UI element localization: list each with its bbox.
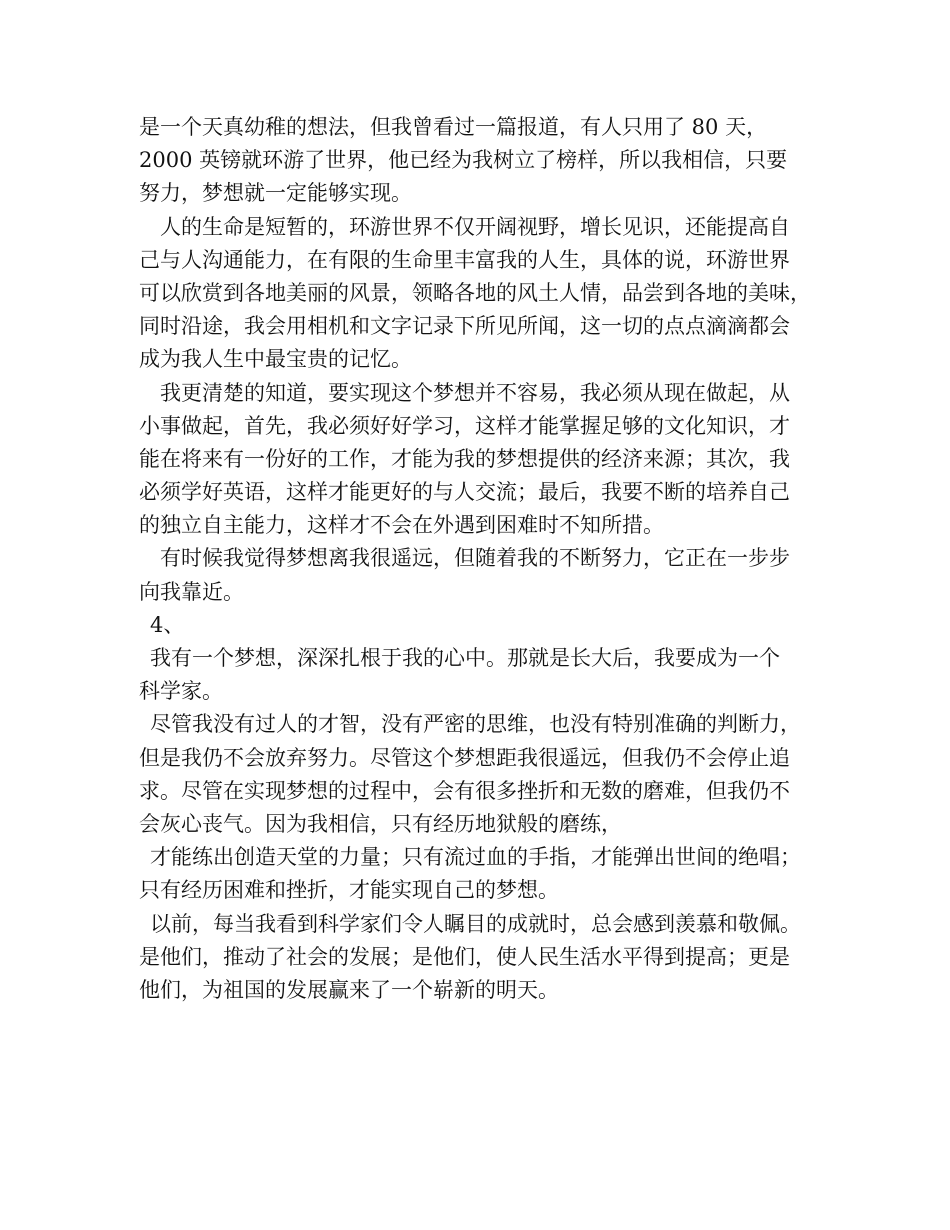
text-line: 只有经历困难和挫折，才能实现自己的梦想。 [139,878,559,903]
text-line: 是他们，推动了社会的发展；是他们，使人民生活水平得到提高；更是 [139,944,790,969]
text-line: 才能练出创造天堂的力量；只有流过血的手指，才能弹出世间的绝唱； [150,845,801,870]
text-line: 2000 英镑就环游了世界，他已经为我树立了榜样，所以我相信，只要 [139,148,788,173]
text-line: 4、 [150,612,185,637]
text-line: 求。尽管在实现梦想的过程中，会有很多挫折和无数的磨难，但我仍不 [139,778,790,803]
text-line: 尽管我没有过人的才智，没有严密的思维，也没有特别准确的判断力， [150,712,801,737]
document-body [139,111,839,1007]
text-line: 我更清楚的知道，要实现这个梦想并不容易，我必须从现在做起，从 [160,380,790,405]
text-line: 能在将来有一份好的工作，才能为我的梦想提供的经济来源；其次，我 [139,446,790,471]
text-line: 以前，每当我看到科学家们令人瞩目的成就时，总会感到羡慕和敬佩。 [150,911,801,936]
text-line: 成为我人生中最宝贵的记忆。 [139,347,412,372]
text-line: 但是我仍不会放弃努力。尽管这个梦想距我很遥远，但我仍不会停止追 [139,745,790,770]
text-line: 可以欣赏到各地美丽的风景，领略各地的风土人情，品尝到各地的美味， [139,280,811,305]
text-line: 是一个天真幼稚的想法，但我曾看过一篇报道，有人只用了 80 天， [139,115,768,139]
text-line: 同时沿途，我会用相机和文字记录下所见所闻，这一切的点点滴滴都会 [139,314,790,339]
text-line: 他们，为祖国的发展赢来了一个崭新的明天。 [139,977,559,1002]
text-line: 人的生命是短暂的，环游世界不仅开阔视野，增长见识，还能提高自 [160,214,790,239]
text-line: 必须学好英语，这样才能更好的与人交流；最后，我要不断的培养自己 [139,480,790,505]
text-line: 有时候我觉得梦想离我很遥远，但随着我的不断努力，它正在一步步 [160,546,790,571]
text-line: 会灰心丧气。因为我相信，只有经历地狱般的磨练， [139,811,622,836]
text-line: 我有一个梦想，深深扎根于我的心中。那就是长大后，我要成为一个 [150,646,780,670]
text-line: 的独立自主能力，这样才不会在外遇到困难时不知所措。 [139,513,664,538]
text-line: 向我靠近。 [139,579,244,604]
text-line: 小事做起，首先，我必须好好学习，这样才能掌握足够的文化知识，才 [139,413,790,438]
text-line: 努力，梦想就一定能够实现。 [139,181,412,206]
text-line: 科学家。 [139,679,223,704]
text-line: 己与人沟通能力，在有限的生命里丰富我的人生，具体的说，环游世界 [139,247,790,272]
